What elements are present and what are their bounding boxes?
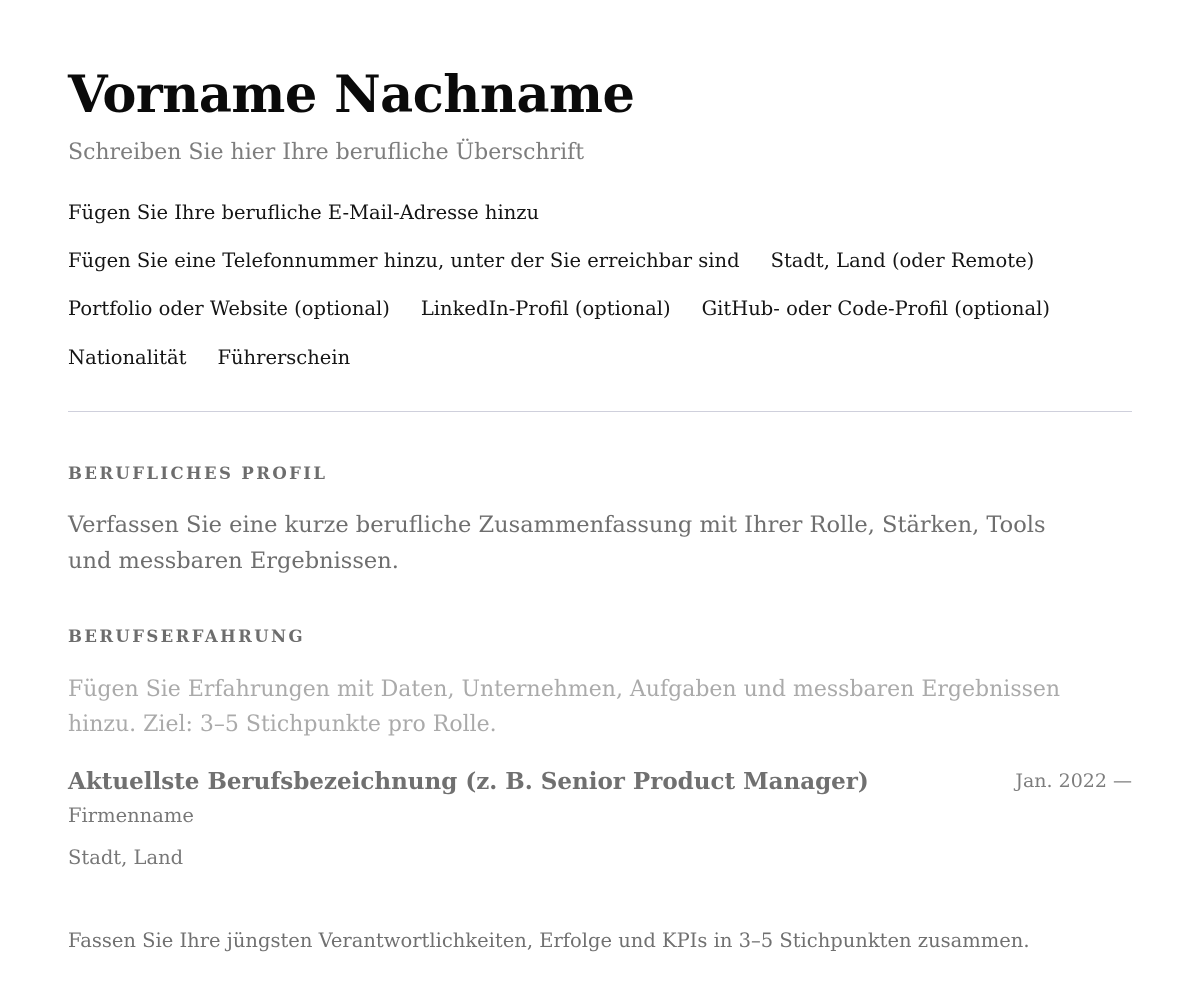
job-date-range[interactable]: Jan. 2022 — bbox=[1015, 770, 1132, 792]
linkedin-field[interactable]: LinkedIn-Profil (optional) bbox=[420, 297, 671, 320]
experience-section-title: BERUFSERFAHRUNG bbox=[68, 627, 305, 646]
location-field[interactable]: Stadt, Land (oder Remote) bbox=[770, 249, 1035, 272]
job-bullets-hint[interactable]: Fassen Sie Ihre jüngsten Verantwortlichkeiten, Erfolge und KPIs in 3–5 Stichpunkten zusammen. bbox=[68, 929, 1030, 952]
job-location[interactable]: Stadt, Land bbox=[68, 846, 184, 869]
profile-summary[interactable]: Verfassen Sie eine kurze berufliche Zusammenfassung mit Ihrer Rolle, Stärken, Tools und messbaren Ergebnissen. bbox=[68, 512, 1046, 574]
experience-hint[interactable]: Fügen Sie Erfahrungen mit Daten, Unternehmen, Aufgaben und messbaren Ergebnissen hinzu. Ziel: 3–5 Stichpunkte pro Rolle. bbox=[68, 677, 1061, 737]
contact-row-links bbox=[68, 296, 1050, 322]
company-name[interactable]: Firmenname bbox=[68, 804, 194, 827]
drivers-license-field[interactable]: Führerschein bbox=[217, 346, 351, 369]
header-divider bbox=[68, 411, 1132, 412]
contact-row-phone-location bbox=[68, 248, 1034, 274]
full-name[interactable]: Vorname Nachname bbox=[68, 65, 635, 125]
job-title[interactable]: Aktuellste Berufsbezeichnung (z. B. Senior Product Manager) bbox=[68, 768, 869, 795]
contact-row-email bbox=[68, 200, 539, 226]
portfolio-field[interactable]: Portfolio oder Website (optional) bbox=[68, 297, 390, 320]
phone-field[interactable]: Fügen Sie eine Telefonnummer hinzu, unter der Sie erreichbar sind bbox=[68, 249, 740, 272]
nationality-field[interactable]: Nationalität bbox=[68, 346, 187, 369]
profile-section-title: BERUFLICHES PROFIL bbox=[68, 464, 328, 483]
professional-headline[interactable]: Schreiben Sie hier Ihre berufliche Überschrift bbox=[68, 140, 585, 165]
email-field[interactable]: Fügen Sie Ihre berufliche E-Mail-Adresse hinzu bbox=[68, 201, 540, 224]
contact-row-personal bbox=[68, 345, 350, 371]
github-field[interactable]: GitHub- oder Code-Profil (optional) bbox=[701, 297, 1050, 320]
